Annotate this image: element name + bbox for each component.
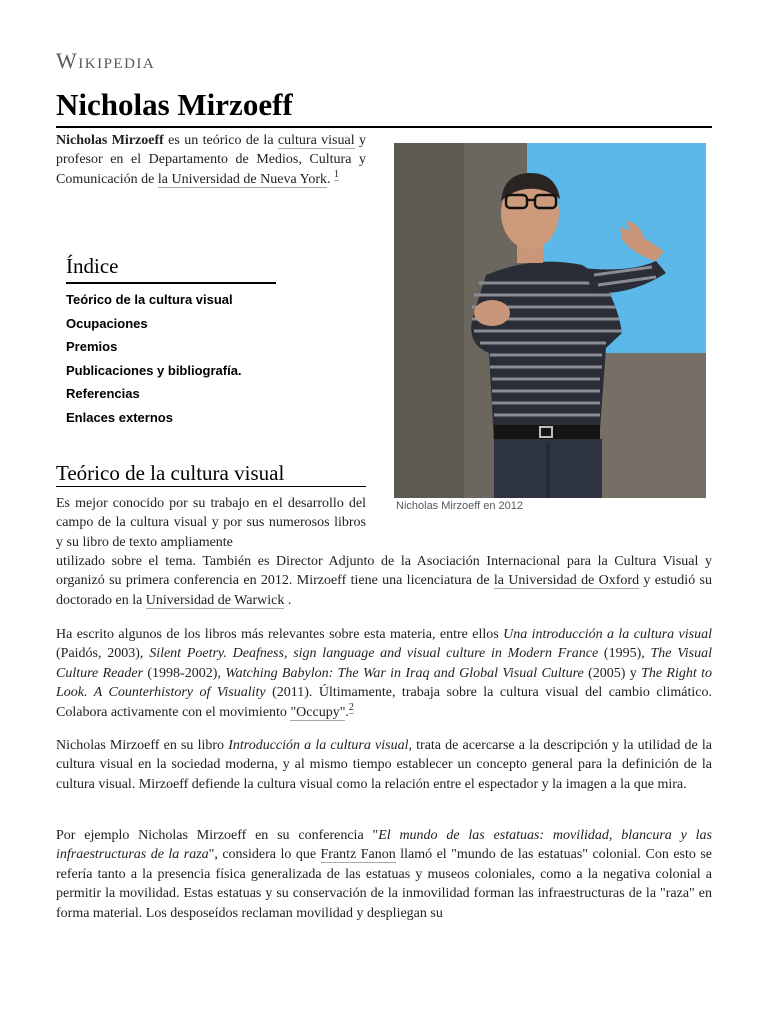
p1-text-a: utilizado sobre el tema. También es Director Adjunto de la Asociación Internacional para la Cultura Visual y organizó su primera conferencia en 2012. Mirzoeff tiene una licenciatura de [56,554,712,589]
lead-text-1: es un teórico de la [163,133,278,148]
table-of-contents [66,252,276,430]
p3-book: Introducción a la cultura visual [228,738,409,753]
wikipedia-wordmark[interactable]: Wikipedia [56,48,156,73]
toc-divider [66,282,276,284]
lead-text-2: y profesor en el Departamento de Medios, Cultura y Comunicación de [56,133,367,187]
portrait-image[interactable] [394,143,706,498]
portrait-photo-illustration [394,143,706,498]
paragraph-4 [56,826,712,923]
page-title: Nicholas Mirzoeff [56,87,293,122]
paragraph-2 [56,625,712,722]
p1-text-c: . [284,592,292,608]
p2-text-d: (1995), [598,646,651,662]
toc-item-premios[interactable]: Premios [66,339,118,355]
link-oxford[interactable]: la Universidad de Oxford [493,573,640,589]
paragraph-1-wide [56,552,712,610]
p2-book-4: Watching Babylon: The War in Iraq and Global Visual Culture [225,665,584,681]
paragraph-3 [56,736,712,794]
p2-text-a: Ha escrito algunos de los libros más relevantes sobre esta materia, entre ellos [56,627,504,642]
p2-book-2: Silent Poetry. Deafness, sign language and visual culture in Modern France [149,646,599,662]
p2-book-3: The Visual Culture Reader [56,646,712,681]
p4-text-c: llamó el "mundo de las estatuas" colonial. Con esto se refería tanto a la presencia física generalizada de las estatuas y museos coloniales, como a la negativa colonial a permitir la movilidad. Estas estatuas y su conservación de la inmovilidad forman las infraestructuras de la "raza" en forma material. Los desposeídos reclaman movilidad y despliegan su [56,847,713,921]
ref-2-link[interactable]: 2 [348,701,354,713]
toc-item-ocupaciones[interactable]: Ocupaciones [66,315,148,331]
p4-text-a: Por ejemplo Nicholas Mirzoeff en su conferencia " [56,828,379,843]
link-nyu[interactable]: la Universidad de Nueva York [157,171,328,187]
link-fanon[interactable]: Frantz Fanon [320,847,396,863]
lead-name: Nicholas Mirzoeff [56,133,164,148]
toc-title: Índice [66,254,119,278]
toc-item-referencias[interactable]: Referencias [66,386,140,402]
p1-text-b: y estudió su doctorado en la [56,573,712,608]
p2-text-g: (2011). Últimamente, trabaja sobre la cultura visual del cambio climático. Colabora activamente con el movimiento [56,685,712,720]
portrait-caption: Nicholas Mirzoeff en 2012 [396,500,523,512]
ref-1 [334,169,339,181]
ref-1-link[interactable]: 1 [334,169,340,181]
paragraph-1-narrow: Es mejor conocido por su trabajo en el desarrollo del campo de la cultura visual y por sus numerosos libros y su libro de texto ampliamente [56,496,366,550]
lead-text-3: . [327,171,335,187]
toc-list [66,288,276,430]
p4-lecture: El mundo de las estatuas: movilidad, blancura y las infraestructuras de la raza [56,828,712,863]
p2-book-1: Una introducción a la cultura visual [503,627,712,642]
p2-text-e: (1998-2002), [143,665,226,681]
section-heading-teorico: Teórico de la cultura visual [56,461,285,485]
ref-2 [349,702,354,714]
toc-item-publicaciones[interactable]: Publicaciones y bibliografía. [66,362,242,378]
p4-text-b: ", considera lo que [208,847,321,863]
p2-text-h: . [345,704,349,720]
link-cultura-visual[interactable]: cultura visual [277,133,355,148]
p2-text-c: (Paidós, 2003), [56,646,150,662]
p3-text-b: , trata de acercarse a la descripción y la utilidad de la cultura visual en la sociedad moderna, y al mismo tiempo establecer un concepto general para la definición de la cultura visual. Mirzoeff defiende la cultura visual como la relación entre el espectador y la imagen a la que mira. [56,738,712,792]
toc-item-teorico[interactable]: Teórico de la cultura visual [66,292,233,307]
p2-text-f: (2005) y [583,665,642,681]
link-occupy[interactable]: "Occupy" [290,704,346,720]
section-divider [56,486,366,487]
link-warwick[interactable]: Universidad de Warwick [145,592,285,608]
p2-book-5: The Right to Look. A Counterhistory of Visuality [56,665,712,701]
title-divider [56,126,712,128]
toc-item-enlaces[interactable]: Enlaces externos [66,409,173,425]
lead-paragraph [56,131,366,189]
p3-text-a: Nicholas Mirzoeff en su libro [56,738,229,753]
